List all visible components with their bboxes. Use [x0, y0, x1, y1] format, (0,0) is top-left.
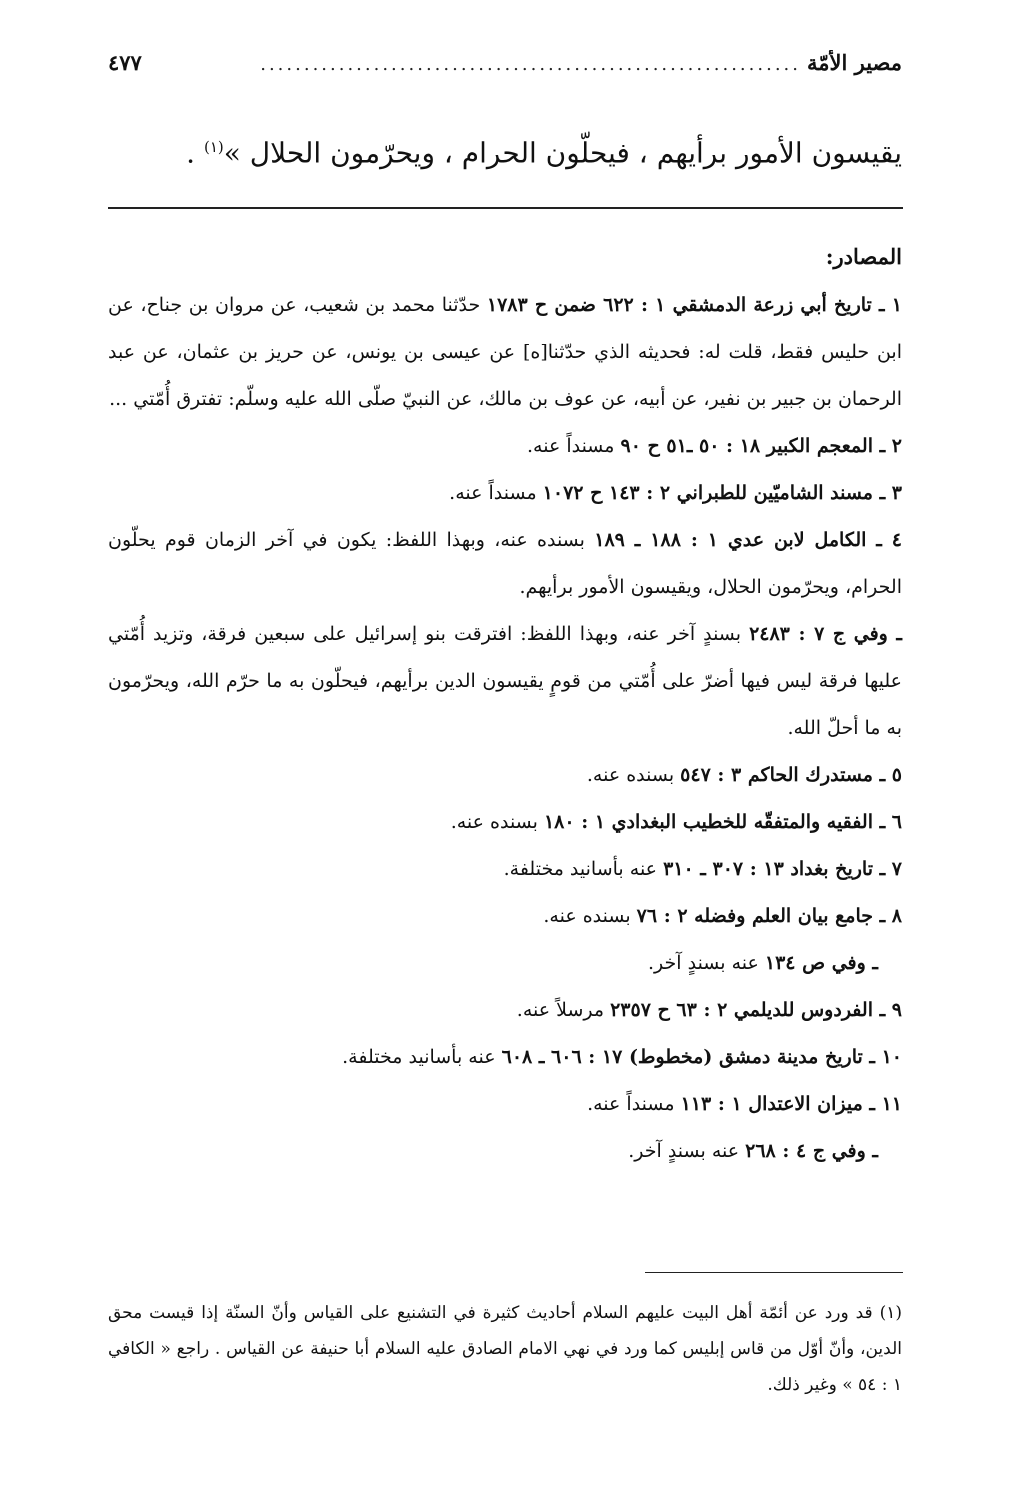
source-note: عنه بأسانيد مختلفة.	[503, 858, 664, 880]
sources-section	[108, 238, 902, 1175]
source-note: بسندٍ آخر عنه، وبهذا اللفظ: افترقت بنو إسرائيل على سبعين فرقة، وتزيد أُمّتي عليها فرقة ليس فيها أضرّ على أُمّتي من قومٍ يقيسون الدين برأيهم، فيحلّون به ما حرّم الله، ويحرّمون به ما أحلّ الله.	[108, 623, 902, 739]
footnote-ref: (١)	[203, 138, 224, 156]
source-item	[108, 282, 902, 423]
hadith-quote	[108, 122, 902, 178]
source-ref: ـ وفي ص ١٣٤	[764, 952, 878, 974]
source-note: بسنده عنه، وبهذا اللفظ: يكون في آخر الزمان قوم يحلّون الحرام، ويحرّمون الحلال، ويقيسون الأمور برأيهم.	[108, 529, 902, 598]
source-item	[108, 799, 902, 846]
source-note: مسنداً عنه.	[526, 435, 621, 457]
source-note: بسنده عنه.	[543, 905, 637, 927]
source-ref: ٩ ـ الفردوس للديلمي ٢ : ٦٣ ح ٢٣٥٧	[610, 999, 902, 1021]
chapter-title: مصير الأمّة	[806, 50, 902, 75]
source-ref: ٢ ـ المعجم الكبير ١٨ : ٥٠ ـ٥١ ح ٩٠	[620, 435, 902, 457]
source-ref: ٦ ـ الفقيه والمتفقّه للخطيب البغدادي ١ : ١٨٠	[543, 811, 902, 833]
source-note: بسنده عنه.	[450, 811, 544, 833]
source-ref: ـ وفي ج ٤ : ٢٦٨	[745, 1140, 878, 1162]
sources-heading: المصادر:	[825, 244, 902, 269]
source-ref: ١ ـ تاريخ أبي زرعة الدمشقي ١ : ٦٢٢ ضمن ح ١٧٨٣	[486, 294, 902, 316]
source-note: بسنده عنه.	[586, 764, 681, 786]
source-item	[108, 987, 902, 1034]
source-item	[108, 893, 902, 940]
page-number: ٤٧٧	[108, 50, 142, 75]
source-ref: ٥ ـ مستدرك الحاكم ٣ : ٥٤٧	[680, 764, 902, 786]
source-subitem	[108, 940, 902, 987]
source-ref: ـ وفي ج ٧ : ٢٤٨٣	[749, 623, 902, 645]
source-ref: ٨ ـ جامع بيان العلم وفضله ٢ : ٧٦	[636, 905, 902, 927]
source-note: حدّثنا محمد بن شعيب، عن مروان بن جناح، عن ابن حليس فقط، قلت له: فحديثه الذي حدّثنا[ه] عن عيسى بن يونس، عن حريز بن عثمان، عن عبد الرحمان بن جبير بن نفير، عن أبيه، عن عوف بن مالك، عن النبيّ صلّى الله عليه وسلّم: تفترق أُمّتي ...	[108, 294, 902, 410]
source-item	[108, 517, 902, 611]
source-note: مرسلاً عنه.	[516, 999, 611, 1021]
source-note: مسنداً عنه.	[449, 482, 543, 504]
running-header	[108, 50, 902, 90]
quote-end: .	[186, 136, 204, 170]
source-ref: ١٠ ـ تاريخ مدينة دمشق (مخطوط) ١٧ : ٦٠٦ ـ ٦٠٨	[501, 1046, 902, 1068]
footnote: (١) قد ورد عن أئمّة أهل البيت عليهم السلام أحاديث كثيرة في التشنيع على القياس وأنّ السنّة إذا قيست محق الدين، وأنّ أوّل من قاس إبليس كما ورد في نهي الامام الصادق عليه السلام أبا حنيفة عن القياس . راجع « الكافي ١ : ٥٤ » وغير ذلك.	[108, 1303, 902, 1395]
source-item	[108, 846, 902, 893]
source-item	[108, 752, 902, 799]
quote-text: يقيسون الأمور برأيهم ، فيحلّون الحرام ، ويحرّمون الحلال »	[223, 136, 902, 170]
leader-dots: ..............................................................	[260, 54, 801, 75]
source-subitem	[108, 1128, 902, 1175]
source-ref: ٧ ـ تاريخ بغداد ١٣ : ٣٠٧ ـ ٣١٠	[663, 858, 902, 880]
source-ref: ٤ ـ الكامل لابن عدي ١ : ١٨٨ ـ ١٨٩	[594, 529, 902, 551]
source-note: عنه بسندٍ آخر.	[628, 1140, 746, 1162]
source-item	[108, 1034, 902, 1081]
source-item	[108, 1081, 902, 1128]
source-note: مسنداً عنه.	[587, 1093, 681, 1115]
footnote-separator	[645, 1272, 903, 1273]
source-ref: ١١ ـ ميزان الاعتدال ١ : ١١٣	[680, 1093, 902, 1115]
source-item	[108, 423, 902, 470]
source-ref: ٣ ـ مسند الشاميّين للطبراني ٢ : ١٤٣ ح ١٠٧٢	[542, 482, 902, 504]
separator-rule	[108, 207, 903, 209]
source-note: عنه بسندٍ آخر.	[648, 952, 765, 974]
source-item	[108, 470, 902, 517]
source-subitem	[108, 611, 902, 752]
source-note: عنه بأسانيد مختلفة.	[342, 1046, 502, 1068]
